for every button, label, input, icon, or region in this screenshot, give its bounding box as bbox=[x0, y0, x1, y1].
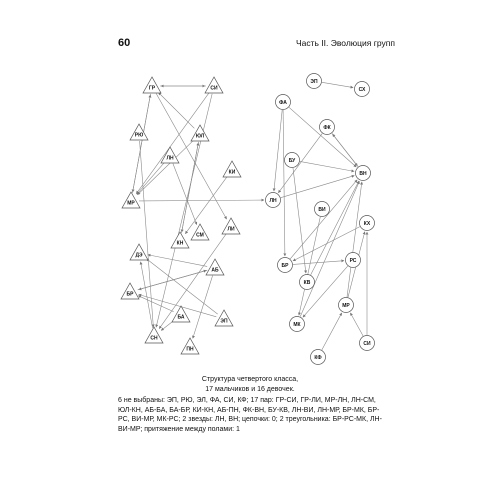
girl-node-БУ bbox=[285, 153, 300, 168]
girl-node-КВ bbox=[300, 275, 315, 290]
boy-node-ДЭ bbox=[130, 244, 148, 260]
node-label: ВН bbox=[359, 171, 367, 177]
girl-node-СХ bbox=[355, 82, 370, 97]
edge-СИ_m-СН bbox=[156, 94, 212, 327]
edge-КФ-МР_f bbox=[322, 313, 342, 350]
node-label: ФА bbox=[279, 100, 287, 106]
edge-ВН-ФК bbox=[333, 134, 359, 167]
node-label: ЛН bbox=[269, 198, 277, 204]
edge-КИ-КН bbox=[185, 176, 227, 233]
girl-node-РС bbox=[346, 253, 361, 268]
edge-СИ_f-МР_f bbox=[350, 313, 363, 336]
girl-node-ВН bbox=[356, 166, 371, 181]
caption-body: 6 не выбраны: ЭП, РЮ, ЭЛ, ФА, СИ, КФ; 17 пар: ГР-СИ, ГР-ЛИ, МР-ЛН, ЛН-СМ, ЮЛ-КН, АБ-БА, БА-БР, КИ-КН, АБ-ПН, ФК-ВН, БУ-КВ, ЛН-ВИ, ЛН-МР, БР-МК, БР-РС, ВИ-МР, МК-РС; 2 звезды: ЛН, ВН; цепочки: 0; 2 треугольника: БР-РС-МК, ЛН-ВИ-МР; притяжение между полами: 1 bbox=[118, 397, 382, 433]
node-label: СН bbox=[150, 335, 158, 342]
edge-БР_f-РС bbox=[293, 261, 344, 265]
edge-ЭП_f-СХ bbox=[322, 82, 353, 87]
edge-ФА-БР_f bbox=[283, 110, 285, 256]
node-label: КВ bbox=[303, 280, 311, 286]
edge-ЭП-ДЭ bbox=[146, 259, 218, 315]
node-label: БУ bbox=[288, 158, 296, 164]
nodes-layer bbox=[121, 74, 375, 365]
girl-node-ЭП bbox=[307, 74, 322, 89]
node-label: БР bbox=[126, 291, 134, 298]
boy-node-БР bbox=[121, 283, 139, 299]
boy-node-ЭП bbox=[215, 310, 233, 326]
edge-ЛН_m-МР_m bbox=[137, 162, 165, 194]
node-label: КИ bbox=[228, 169, 236, 176]
node-label: ЭП bbox=[310, 79, 318, 85]
boy-node-ЛИ bbox=[222, 218, 240, 234]
boy-node-ЛН bbox=[161, 147, 179, 163]
node-label: СМ bbox=[196, 232, 204, 239]
node-label: СХ bbox=[358, 87, 366, 93]
edge-МК-ВН bbox=[300, 181, 359, 316]
girl-node-ФК bbox=[320, 120, 335, 135]
node-label: КХ bbox=[363, 221, 371, 227]
node-label: ПН bbox=[186, 346, 194, 353]
edge-МР_m-ГР bbox=[132, 95, 150, 193]
node-label: КФ bbox=[314, 355, 322, 361]
edge-ЮЛ-МР_m bbox=[137, 140, 194, 195]
girl-node-СИ bbox=[360, 336, 375, 351]
node-label: ЭП bbox=[220, 318, 228, 325]
boy-node-АБ bbox=[206, 259, 224, 275]
girl-node-ВИ bbox=[315, 202, 330, 217]
edge-ФА-ЛН_f bbox=[274, 110, 282, 191]
node-label: ЛН bbox=[166, 155, 174, 162]
girl-node-ЛН bbox=[266, 193, 281, 208]
edge-ЮЛ-ГР bbox=[158, 92, 194, 128]
node-label: МР bbox=[127, 200, 135, 207]
girl-node-БР bbox=[278, 258, 293, 273]
caption-title-line2: 17 мальчиков и 16 девочек. bbox=[205, 385, 295, 393]
node-label: ФК bbox=[323, 125, 331, 131]
node-label: МК bbox=[293, 322, 301, 328]
node-label: ВИ bbox=[318, 207, 326, 213]
boy-node-МР bbox=[122, 192, 140, 208]
caption-title-line1: Структура четвертого класса, bbox=[201, 376, 299, 383]
boy-node-СМ bbox=[191, 224, 209, 240]
boy-node-КН bbox=[171, 232, 189, 248]
node-label: МР bbox=[342, 303, 350, 309]
girl-node-КФ bbox=[311, 350, 326, 365]
boy-node-КИ bbox=[223, 161, 241, 177]
caption-title bbox=[118, 375, 382, 394]
node-label: БР bbox=[281, 263, 289, 269]
edge-БР_m-АБ bbox=[138, 270, 207, 289]
edge-БУ-ВН bbox=[300, 161, 354, 171]
node-label: КН bbox=[176, 240, 184, 247]
girl-node-МР bbox=[339, 298, 354, 313]
page-number: 60 bbox=[118, 37, 131, 49]
figure-caption bbox=[118, 375, 382, 435]
node-label: ЛИ bbox=[227, 226, 235, 233]
node-label: ГР bbox=[148, 85, 156, 92]
boy-node-СИ bbox=[205, 77, 223, 93]
node-label: СИ bbox=[363, 341, 371, 347]
edge-БА-БР_m bbox=[138, 296, 174, 312]
node-label: ЮЛ bbox=[195, 133, 205, 140]
node-label: ДЭ bbox=[135, 252, 143, 259]
girl-node-ФА bbox=[276, 95, 291, 110]
node-label: АБ bbox=[211, 267, 219, 274]
node-label: РЮ bbox=[134, 132, 144, 139]
boy-node-СН bbox=[145, 327, 163, 343]
boy-node-ГР bbox=[143, 77, 161, 93]
edge-АБ-ДЭ bbox=[148, 255, 207, 267]
running-title: Часть II. Эволюция групп bbox=[296, 38, 395, 48]
node-label: СИ bbox=[210, 85, 218, 92]
girl-node-МК bbox=[290, 317, 305, 332]
edge-ЛН_f-ВН bbox=[281, 176, 355, 198]
node-label: БА bbox=[177, 314, 185, 321]
boy-node-РЮ bbox=[130, 124, 148, 140]
edge-МР_m-ЛН_f bbox=[139, 200, 264, 201]
edge-ВИ-МК bbox=[299, 217, 320, 315]
girl-node-КХ bbox=[360, 216, 375, 231]
boy-node-ПН bbox=[181, 338, 199, 354]
edge-АБ-ПН bbox=[193, 276, 213, 339]
node-label: РС bbox=[349, 258, 357, 264]
